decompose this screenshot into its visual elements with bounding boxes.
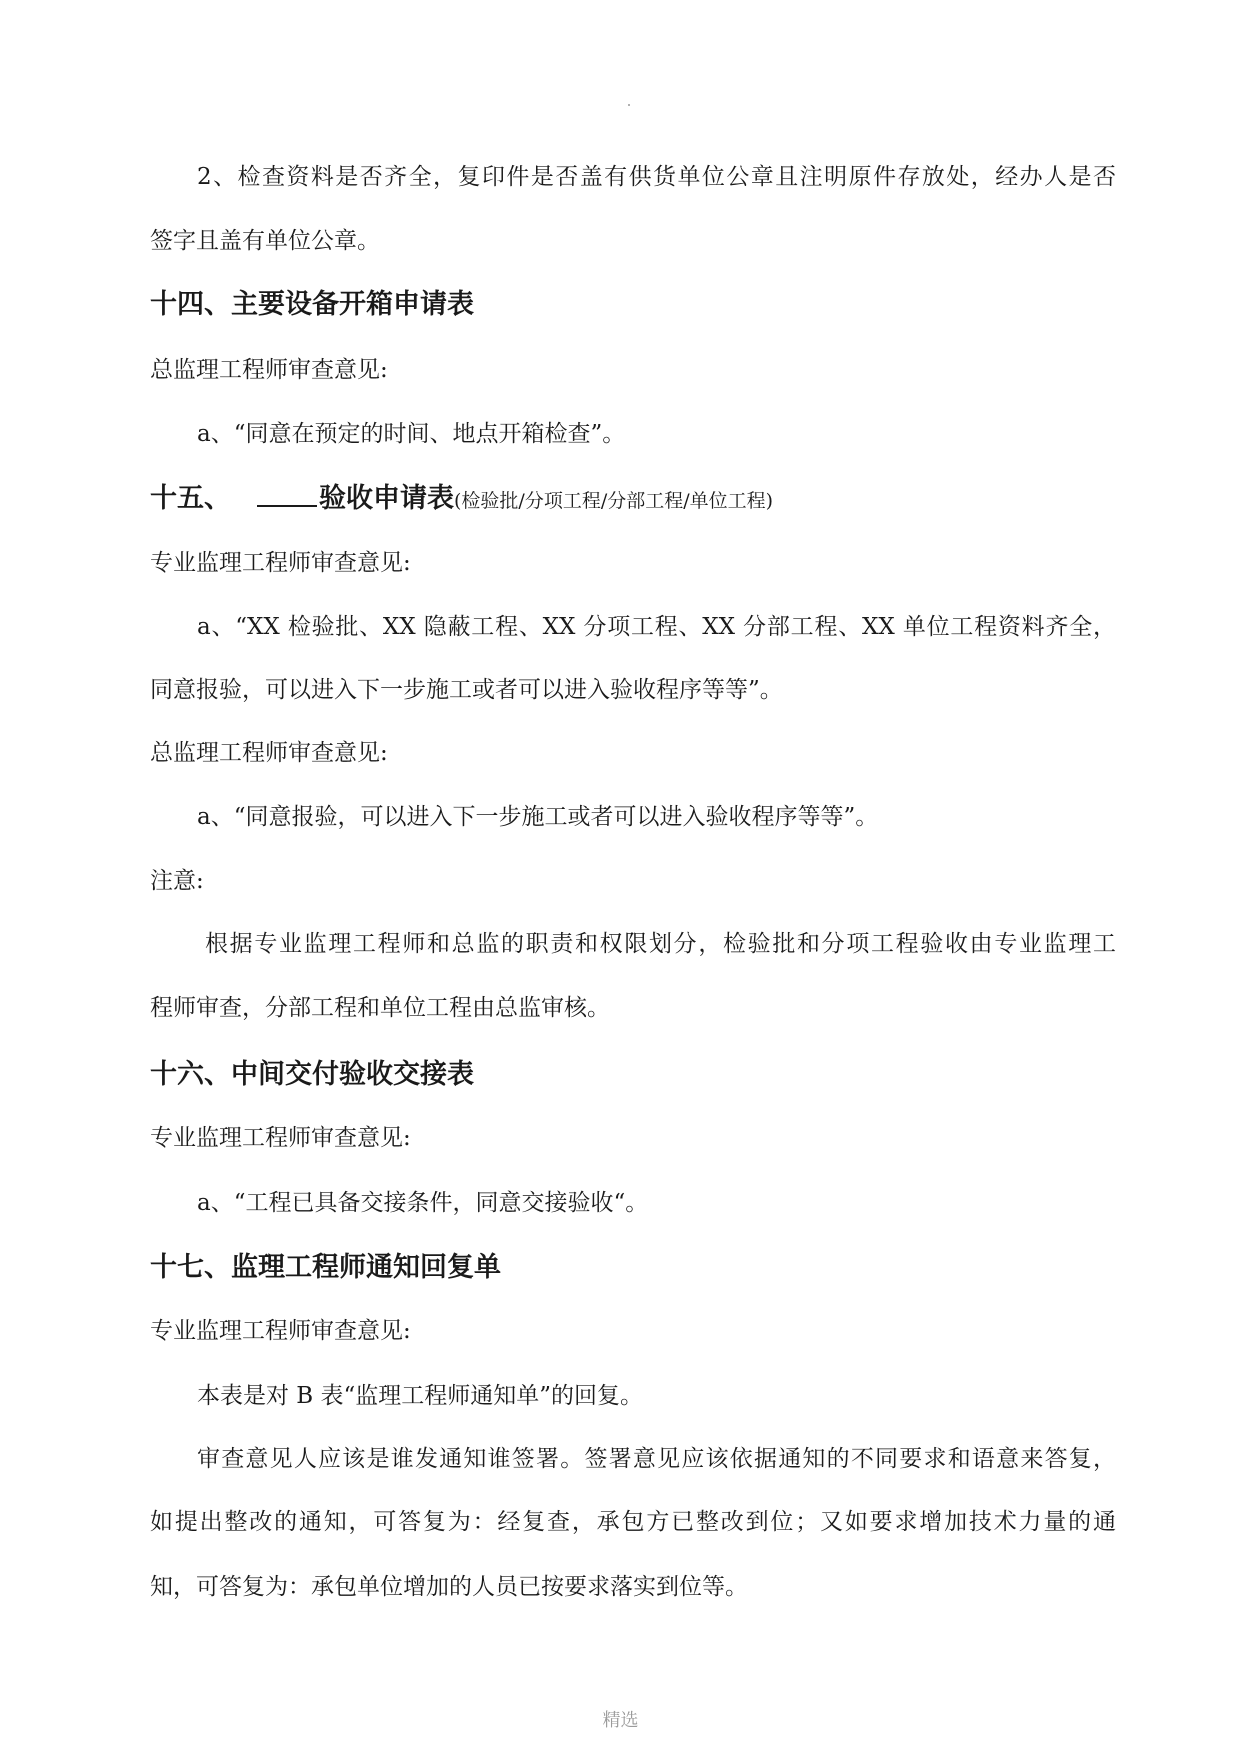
section-15-note-label: 注意: [150, 868, 204, 894]
section-15-label-1: 专业监理工程师审查意见: [150, 550, 411, 576]
section-15-heading-prefix: 十五、 [150, 483, 231, 514]
paragraph-2-line-1: 2、检查资料是否齐全，复印件是否盖有供货单位公章且注明原件存放处，经办人是否 [197, 164, 1116, 190]
section-15-heading-note: (检验批/分项工程/分部工程/单位工程) [454, 490, 774, 512]
section-17-paragraph-2-line-1: 审查意见人应该是谁发通知谁签署。签署意见应该依据通知的不同要求和语意来答复， [197, 1446, 1116, 1472]
section-17-paragraph-2-line-3: 知，可答复为：承包单位增加的人员已按要求落实到位等。 [150, 1574, 748, 1600]
section-17-paragraph-1: 本表是对 B 表“监理工程师通知单”的回复。 [197, 1383, 644, 1409]
section-15-item-1-line-1: a、“XX 检验批、XX 隐蔽工程、XX 分项工程、XX 分部工程、XX 单位工程资料齐全， [197, 614, 1116, 640]
page-footer: 精选 [602, 1710, 639, 1731]
section-15-note-line-1: 根据专业监理工程师和总监的职责和权限划分，检验批和分项工程验收由专业监理工 [205, 931, 1116, 957]
section-15-item-2: a、“同意报验，可以进入下一步施工或者可以进入验收程序等等”。 [197, 804, 879, 830]
section-17-label: 专业监理工程师审查意见: [150, 1318, 411, 1344]
section-16-item: a、“工程已具备交接条件，同意交接验收“。 [197, 1190, 649, 1216]
section-14-item: a、“同意在预定的时间、地点开箱检查”。 [197, 421, 626, 447]
paragraph-2-line-2: 签字且盖有单位公章。 [150, 228, 380, 254]
section-15-heading [150, 482, 773, 518]
section-16-heading: 十六、中间交付验收交接表 [150, 1059, 474, 1090]
section-14-label: 总监理工程师审查意见: [150, 357, 388, 383]
section-17-paragraph-2-line-2: 如提出整改的通知，可答复为：经复查，承包方已整改到位；又如要求增加技术力量的通 [150, 1509, 1116, 1535]
section-15-label-2: 总监理工程师审查意见: [150, 740, 388, 766]
section-16-label: 专业监理工程师审查意见: [150, 1125, 411, 1151]
section-15-blank-underline [257, 483, 317, 507]
section-15-heading-main: 验收申请表 [319, 483, 454, 514]
section-15-note-line-2: 程师审查，分部工程和单位工程由总监审核。 [150, 995, 610, 1021]
header-dot [628, 104, 630, 106]
section-14-heading: 十四、主要设备开箱申请表 [150, 289, 474, 320]
section-17-heading: 十七、监理工程师通知回复单 [150, 1252, 501, 1283]
section-15-item-1-line-2: 同意报验，可以进入下一步施工或者可以进入验收程序等等”。 [150, 677, 783, 703]
